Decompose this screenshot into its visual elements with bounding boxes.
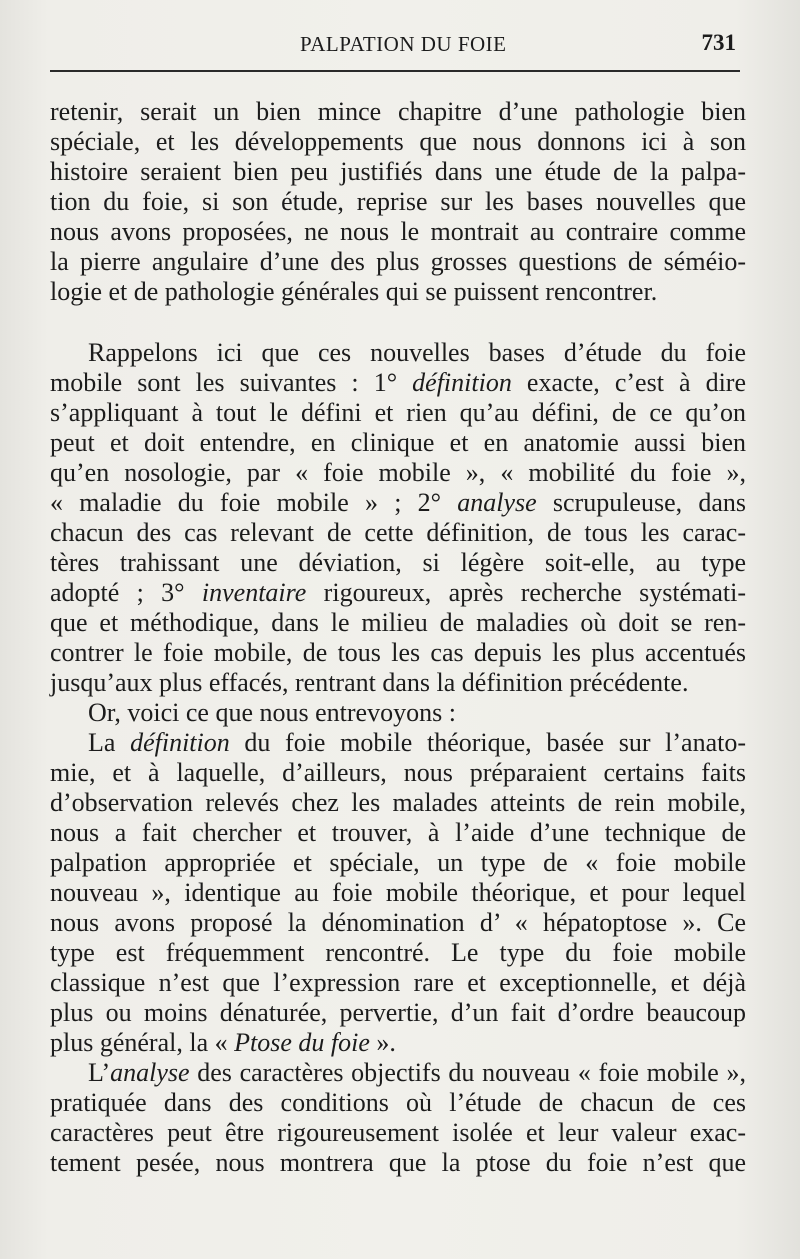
text-line: histoire seraient bien peu justifiés dans une étude de la palpa- [50, 157, 746, 186]
text-line: tion du foie, si son étude, reprise sur les bases nouvelles que [50, 187, 746, 216]
page-number: 731 [701, 30, 736, 55]
text-line: adopté ; 3° inventaire rigoureux, après recherche systémati- [50, 578, 746, 607]
text-line: plus général, la « Ptose du foie ». [50, 1028, 396, 1057]
text-line: retenir, serait un bien mince chapitre d’une pathologie bien [50, 97, 746, 126]
italic-term: Ptose du foie [234, 1028, 370, 1057]
text-line: s’appliquant à tout le défini et rien qu’au défini, de ce qu’on [50, 398, 746, 427]
text-line: Rappelons ici que ces nouvelles bases d’étude du foie [88, 338, 746, 367]
text-line: qu’en nosologie, par « foie mobile », « mobilité du foie », [50, 458, 746, 487]
text-line: plus ou moins dénaturée, pervertie, d’un fait d’ordre beaucoup [50, 998, 746, 1027]
text-line: mie, et à laquelle, d’ailleurs, nous préparaient certains faits [50, 758, 746, 787]
text-line: spéciale, et les développements que nous donnons ici à son [50, 127, 746, 156]
text-line: la pierre angulaire d’une des plus grosses questions de séméio- [50, 247, 746, 276]
italic-term: inventaire [201, 578, 307, 607]
italic-term: analyse [110, 1058, 190, 1087]
text-line: jusqu’aux plus effacés, rentrant dans la définition précédente. [50, 668, 689, 697]
text-line: d’observation relevés chez les malades atteints de rein mobile, [50, 788, 746, 817]
text-line: type est fréquemment rencontré. Le type du foie mobile [50, 938, 746, 967]
text-line: tères trahissant une déviation, si légère soit-elle, au type [50, 548, 746, 577]
text-line: « maladie du foie mobile » ; 2° analyse scrupuleuse, dans [50, 488, 746, 517]
text-line: nouveau », identique au foie mobile théorique, et pour lequel [50, 878, 746, 907]
text-line: classique n’est que l’expression rare et exceptionnelle, et déjà [50, 968, 746, 997]
text-line: chacun des cas relevant de cette définition, de tous les carac- [50, 518, 746, 547]
text-line: logie et de pathologie générales qui se puissent rencontrer. [50, 277, 658, 306]
text-line: contrer le foie mobile, de tous les cas depuis les plus accentués [50, 638, 746, 667]
text-line: nous a fait chercher et trouver, à l’aide d’une technique de [50, 818, 746, 847]
running-head: PALPATION DU FOIE [300, 32, 507, 56]
text-line: Or, voici ce que nous entrevoyons : [88, 698, 456, 727]
text-line: mobile sont les suivantes : 1° définition exacte, c’est à dire [50, 368, 746, 397]
text-line: pratiquée dans des conditions où l’étude de chacun de ces [50, 1088, 746, 1117]
text-line: nous avons proposées, ne nous le montrait au contraire comme [50, 217, 746, 246]
text-line: La définition du foie mobile théorique, basée sur l’anato- [88, 728, 746, 757]
italic-term: analyse [457, 488, 537, 517]
page-header [50, 30, 740, 72]
text-line: tement pesée, nous montrera que la ptose du foie n’est que [50, 1148, 746, 1177]
text-line: palpation appropriée et spéciale, un type de « foie mobile [50, 848, 746, 877]
text-line: que et méthodique, dans le milieu de maladies où doit se ren- [50, 608, 746, 637]
text-line: L’analyse des caractères objectifs du nouveau « foie mobile », [88, 1058, 746, 1087]
text-line: peut et doit entendre, en clinique et en anatomie aussi bien [50, 428, 746, 457]
text-line: nous avons proposé la dénomination d’ « hépatoptose ». Ce [50, 908, 746, 937]
text-line: caractères peut être rigoureusement isolée et leur valeur exac- [50, 1118, 746, 1147]
italic-term: définition [412, 368, 512, 397]
italic-term: définition [130, 728, 230, 757]
